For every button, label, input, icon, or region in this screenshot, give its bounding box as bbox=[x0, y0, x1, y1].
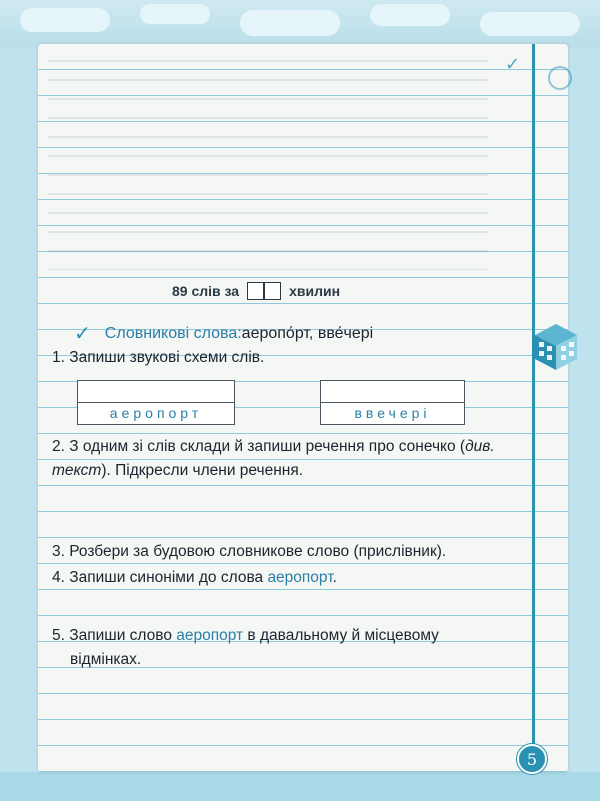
scheme-word: ввечері bbox=[354, 405, 431, 421]
bottom-background bbox=[0, 772, 600, 801]
page-number: 5 bbox=[517, 744, 547, 774]
task-5 bbox=[52, 624, 522, 672]
checkmark-icon: ✓ bbox=[74, 323, 91, 345]
task-5-text-b: в давальному й місцевому bbox=[243, 627, 439, 644]
cloud-decoration bbox=[140, 4, 210, 24]
task-5-text-c: відмінках. bbox=[70, 651, 142, 668]
task-1 bbox=[52, 346, 522, 370]
vocabulary-label: Словникові слова: bbox=[104, 324, 242, 342]
scheme-top-row bbox=[78, 381, 234, 403]
cloud-decoration bbox=[480, 12, 580, 36]
task-4 bbox=[52, 566, 522, 590]
cloud-decoration bbox=[370, 4, 450, 26]
task-5-text-a: 5. Запиши слово bbox=[52, 627, 177, 644]
cube-icon bbox=[533, 322, 579, 372]
counter-prefix: 89 слів за bbox=[172, 283, 240, 299]
task-2-text-a: 2. З одним зі слів склади й запиши речення про сонечко ( bbox=[52, 438, 466, 455]
word-count-timer bbox=[172, 282, 340, 300]
vocabulary-words bbox=[74, 321, 373, 346]
task-4-keyword: аеропорт bbox=[267, 569, 333, 586]
task-2-italic: див. текст bbox=[52, 438, 495, 479]
task-3-text: 3. Розбери за будовою словникове слово (прислівник). bbox=[52, 543, 447, 560]
vocabulary-list: аеропо́рт, вве́чері bbox=[241, 324, 374, 342]
bleed-through-lines bbox=[48, 60, 488, 270]
task-4-text-b: . bbox=[332, 569, 337, 586]
sound-scheme-1[interactable] bbox=[77, 380, 235, 425]
task-2-text-b: ). Підкресли члени речення. bbox=[101, 462, 304, 479]
sound-scheme-2[interactable] bbox=[320, 380, 465, 425]
counter-suffix: хвилин bbox=[289, 283, 341, 299]
minutes-box[interactable] bbox=[247, 282, 281, 300]
top-background bbox=[0, 0, 600, 48]
cloud-decoration bbox=[240, 10, 340, 36]
cloud-decoration bbox=[20, 8, 110, 32]
task-1-text: 1. Запиши звукові схеми слів. bbox=[52, 349, 265, 366]
task-5-keyword: аеропорт bbox=[176, 627, 244, 644]
circle-decoration bbox=[548, 66, 572, 90]
task-3 bbox=[52, 540, 522, 564]
scheme-top-row bbox=[321, 381, 464, 403]
scheme-word: аеропорт bbox=[109, 405, 203, 421]
task-2 bbox=[52, 435, 522, 483]
margin-line bbox=[532, 44, 535, 772]
task-4-text-a: 4. Запиши синоніми до слова bbox=[52, 569, 268, 586]
checkmark-icon: ✓ bbox=[505, 54, 521, 74]
